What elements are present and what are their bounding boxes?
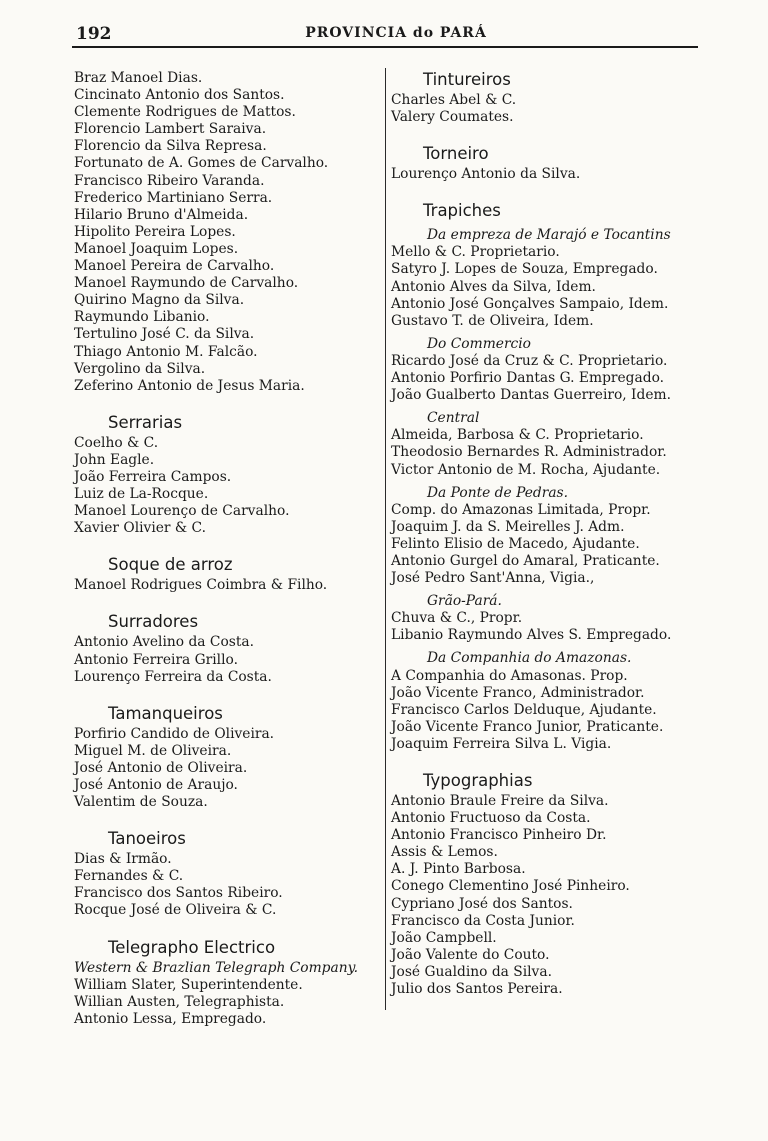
list-item: Xavier Olivier & C. [74,520,207,537]
list-item: Joaquim Ferreira Silva L. Vigia. [391,735,612,752]
list-item: Hipolito Pereira Lopes. [74,223,236,240]
list-item: Rocque José de Oliveira & C. [74,902,277,919]
list-item: Fortunato de A. Gomes de Carvalho. [74,155,329,172]
list-item: Quirino Magno da Silva. [74,292,245,309]
section-heading: Tanoeiros [108,829,186,849]
section-tintureiros [391,70,715,126]
list-item: José Gualdino da Silva. [391,963,552,980]
list-item: Almeida, Barbosa & C. Proprietario. [391,427,644,444]
list-item: Conego Clementino José Pinheiro. [391,878,630,895]
section-heading: Tintureiros [423,70,511,89]
list-item: Antonio Braule Freire da Silva. [391,793,609,809]
list-item: João Ferreira Campos. [74,468,232,485]
list-item: Antonio Alves da Silva, Idem. [391,278,596,295]
list-item: Fernandes & C. [74,868,184,885]
list-item: John Eagle. [74,451,155,468]
section-soque-de-arroz [74,555,384,594]
list-item: Gustavo T. de Oliveira, Idem. [391,312,594,329]
section-telegrapho-electrico [74,938,384,1028]
list-item: Theodosio Bernardes R. Administrador. [391,444,667,461]
list-item: Joaquim J. da S. Meirelles J. Adm. [391,518,625,535]
running-head: PROVINCIA do PARÁ [305,25,487,41]
column-divider [385,68,386,1010]
list-item: Charles Abel & C. [391,92,517,108]
list-item: Manoel Raymundo de Carvalho. [74,275,299,292]
list-item: Cypriano José dos Santos. [391,895,573,912]
list-item: João Valente do Couto. [391,946,550,963]
section-torneiro [391,144,715,183]
list-item: Lourenço Ferreira da Costa. [74,668,272,685]
list-item: Tertulino José C. da Silva. [74,326,255,343]
subgroup-marajo-tocantins [391,227,715,330]
list-item: A Companhia do Amasonas. Prop. [391,667,628,684]
list-item: Luiz de La-Rocque. [74,486,209,503]
list-item: Francisco dos Santos Ribeiro. [74,885,283,902]
list-item: Hilario Bruno d'Almeida. [74,206,249,223]
list-item: Cincinato Antonio dos Santos. [74,87,285,104]
section-trapiches [391,201,715,753]
subgroup-title: Da Companhia do Amazonas. [427,650,632,667]
list-item: Francisco Carlos Delduque, Ajudante. [391,701,657,718]
subgroup-title: Do Commercio [427,335,531,352]
list-item: Chuva & C., Propr. [391,610,523,627]
list-item: Coelho & C. [74,434,159,451]
list-item: Raymundo Libanio. [74,309,210,326]
list-item: Florencio da Silva Represa. [74,138,267,155]
section-heading: Soque de arroz [108,555,233,575]
list-item: Satyro J. Lopes de Souza, Empregado. [391,261,658,278]
list-item: Florencio Lambert Saraiva. [74,121,267,138]
list-item: Valentim de Souza. [74,794,208,811]
header-rule [72,46,698,48]
section-heading: Serrarias [108,412,183,432]
section-tamanqueiros [74,704,384,811]
subgroup-title: Central [427,410,480,427]
list-item: Victor Antonio de M. Rocha, Ajudante. [391,461,661,478]
list-item: Braz Manoel Dias. [74,70,203,86]
subgroup-central [391,410,715,478]
section-serrarias [74,413,384,538]
list-item: José Antonio de Oliveira. [74,759,248,776]
subgroup-title: Da Ponte de Pedras. [427,484,569,501]
list-item: João Vicente Franco Junior, Praticante. [391,718,664,735]
list-item: José Antonio de Araujo. [74,777,238,793]
list-item: João Vicente Franco, Administrador. [391,684,645,701]
section-heading: Telegrapho Electrico [108,937,276,957]
list-item: Francisco Ribeiro Varanda. [74,172,265,189]
list-item: Libanio Raymundo Alves S. Empregado. [391,627,672,644]
company-name: Western & Brazlian Telegraph Company. [74,959,358,976]
list-item: Thiago Antonio M. Falcão. [74,343,258,360]
subgroup-ponte-de-pedras [391,485,715,588]
section-heading: Tamanqueiros [108,703,223,723]
list-item: José Pedro Sant'Anna, Vigia., [391,570,595,587]
list-item: Zeferino Antonio de Jesus Maria. [74,377,305,394]
list-item: Antonio Lessa, Empregado. [74,1010,267,1027]
section-heading: Torneiro [423,144,489,164]
list-item: Manoel Joaquim Lopes. [74,240,239,257]
list-item: Dias & Irmão. [74,851,172,868]
left-column [74,70,384,1028]
list-item: Julio dos Santos Pereira. [391,981,563,998]
section-typographias [391,771,715,998]
right-column [391,70,715,998]
list-item: Manoel Rodrigues Coimbra & Filho. [74,577,328,594]
subgroup-title: Grão-Pará. [427,593,502,610]
subgroup-commercio [391,336,715,404]
list-item: Antonio Gurgel do Amaral, Praticante. [391,552,660,569]
list-item: João Gualberto Dantas Guerreiro, Idem. [391,387,671,404]
list-item: Antonio Avelino da Costa. [74,634,254,651]
list-item: Antonio José Gonçalves Sampaio, Idem. [391,295,669,312]
list-item: Antonio Francisco Pinheiro Dr. [391,827,607,844]
list-item: Comp. do Amazonas Limitada, Propr. [391,501,651,518]
list-item: Manoel Pereira de Carvalho. [74,258,275,275]
subgroup-companhia-amazonas [391,650,715,753]
list-top [74,70,384,395]
list-item: João Campbell. [391,929,497,946]
list-item: Frederico Martiniano Serra. [74,189,273,206]
list-item: William Slater, Superintendente. [74,976,303,993]
list-item: Porfirio Candido de Oliveira. [74,725,275,742]
list-item: Valery Coumates. [391,109,514,126]
subgroup-grao-para [391,593,715,644]
subgroup-title: Da empreza de Marajó e Tocantins [427,227,671,244]
section-heading: Typographias [423,771,533,790]
list-item: Antonio Porfirio Dantas G. Empregado. [391,370,665,387]
list-item: Manoel Lourenço de Carvalho. [74,503,290,520]
list-item: Antonio Fructuoso da Costa. [391,810,591,827]
list-item: Felinto Elisio de Macedo, Ajudante. [391,535,640,552]
list-item: Lourenço Antonio da Silva. [391,166,581,183]
list-item: Clemente Rodrigues de Mattos. [74,104,296,121]
list-item: Antonio Ferreira Grillo. [74,651,238,668]
section-tanoeiros [74,829,384,919]
section-heading: Trapiches [423,201,501,221]
list-item: Vergolino da Silva. [74,360,206,377]
list-item: Miguel M. de Oliveira. [74,742,232,759]
section-heading: Surradores [108,612,199,632]
list-item: Mello & C. Proprietario. [391,244,560,261]
list-item: Francisco da Costa Junior. [391,912,575,929]
list-item: Ricardo José da Cruz & C. Proprietario. [391,352,668,369]
section-surradores [74,612,384,685]
list-item: Willian Austen, Telegraphista. [74,993,285,1010]
list-item: Assis & Lemos. [391,844,498,861]
page-number: 192 [76,24,112,44]
list-item: A. J. Pinto Barbosa. [391,861,526,878]
